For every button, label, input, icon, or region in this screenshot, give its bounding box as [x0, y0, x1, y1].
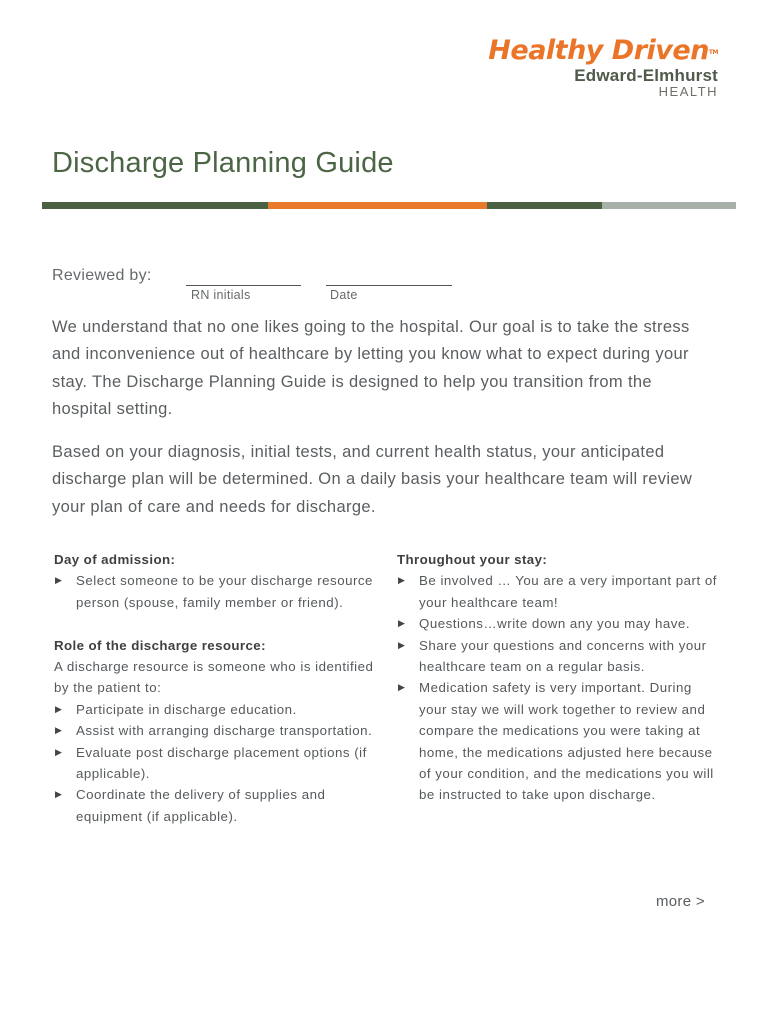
title-divider-bar [42, 202, 736, 209]
role-of-discharge-resource-heading: Role of the discharge resource: [54, 637, 266, 653]
day-of-admission-heading: Day of admission: [54, 552, 176, 567]
list-item: ▶ Evaluate post discharge placement options (if applicable). [54, 742, 374, 785]
list-item: ▶ Participate in discharge education. [54, 699, 374, 720]
divider-segment-green-1 [42, 202, 268, 209]
day-of-admission-list [54, 570, 374, 613]
intro-paragraph-2: Based on your diagnosis, initial tests, and current health status, your anticipated discharge plan will be determined. On a daily basis your healthcare team will review your plan of care and needs for discharge. [52, 443, 693, 516]
caret-right-icon: ▶ [55, 575, 63, 586]
list-item: ▶ Assist with arranging discharge transportation. [54, 720, 374, 741]
caret-right-icon: ▶ [55, 789, 63, 800]
more-link[interactable]: more > [656, 893, 705, 910]
reviewed-by-label: Reviewed by: [52, 267, 152, 284]
throughout-your-stay-list [397, 570, 722, 805]
list-item: ▶ Select someone to be your discharge resource person (spouse, family member or friend). [54, 570, 374, 613]
caret-right-icon: ▶ [398, 575, 406, 586]
date-field[interactable] [326, 285, 452, 286]
list-item: ▶ Share your questions and concerns with your healthcare team on a regular basis. [397, 635, 722, 678]
caret-right-icon: ▶ [55, 725, 63, 736]
logo-health: HEALTH [658, 84, 718, 99]
list-item: ▶ Medication safety is very important. During your stay we will work together to review and compare the medications you were taking at home, the medications adjusted here because of your condition, and the medications you will be instructed to take upon discharge. [397, 677, 722, 805]
list-item: ▶ Questions…write down any you may have. [397, 613, 722, 634]
left-column [54, 549, 374, 827]
divider-segment-gray [602, 202, 736, 209]
list-item: ▶ Be involved … You are a very important part of your healthcare team! [397, 570, 722, 613]
caret-right-icon: ▶ [398, 682, 406, 693]
rn-initials-caption: RN initials [191, 288, 251, 302]
caret-right-icon: ▶ [55, 703, 63, 714]
list-item: ▶ Coordinate the delivery of supplies and equipment (if applicable). [54, 784, 374, 827]
caret-right-icon: ▶ [398, 618, 406, 629]
rn-initials-field[interactable] [186, 285, 301, 286]
divider-segment-orange [268, 202, 487, 209]
caret-right-icon: ▶ [55, 746, 63, 757]
logo-trademark: TM [708, 49, 718, 56]
page-title: Discharge Planning Guide [52, 147, 394, 179]
caret-right-icon: ▶ [398, 639, 406, 650]
intro-paragraph-1: We understand that no one likes going to the hospital. Our goal is to take the stress and inconvenience out of healthcare by letting you know what to expect during your stay. The Discharge Planning Guide is designed to help you transition from the hospital setting. [52, 318, 690, 418]
divider-segment-green-2 [487, 202, 602, 209]
date-caption: Date [330, 288, 358, 302]
throughout-your-stay-heading: Throughout your stay: [397, 552, 548, 567]
logo-organization: Edward-Elmhurst [574, 66, 718, 85]
healthy-driven-logo [488, 36, 718, 99]
right-column [397, 549, 722, 806]
role-description: A discharge resource is someone who is identified by the patient to: [54, 659, 374, 696]
role-list [54, 699, 374, 827]
logo-wordmark: Healthy Driven™ [488, 35, 718, 66]
